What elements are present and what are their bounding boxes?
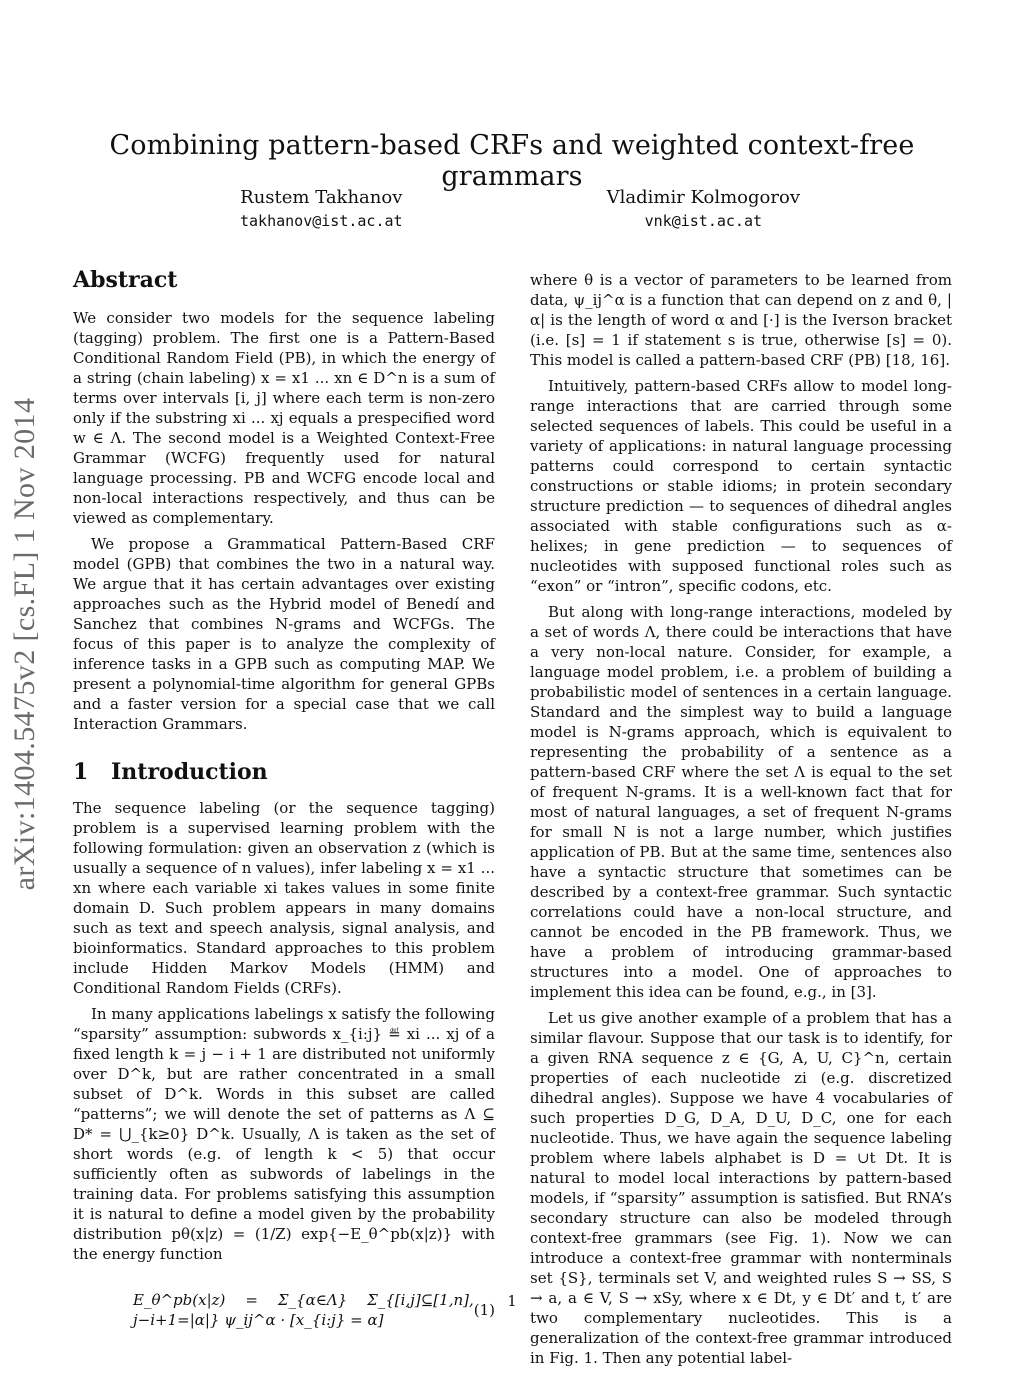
paper-title: Combining pattern-based CRFs and weighted context-free grammars — [109, 130, 915, 192]
author-2 — [607, 187, 800, 230]
equation-number: (1) — [473, 1301, 495, 1319]
author-2-name: Vladimir Kolmogorov — [606, 187, 800, 208]
equation-1 — [73, 1280, 495, 1340]
right-paragraph-1: where θ is a vector of parameters to be learned from data, ψ_ij^α is a function that can depend on z and θ, |α| is the length of word α and [·] is the Iverson bracket (i.e. [s] = 1 if statement s is true, otherwise [s] = 0). This model is called a pattern-based CRF (PB) [18, 16]. — [530, 271, 952, 369]
equation-body: E_θ^pb(x|z) = Σ_{α∈Λ} Σ_{[i,j]⊆[1,n], j−i+1=|α|} ψ_ij^α · [x_{i:j} = α] — [133, 1291, 474, 1329]
author-2-email[interactable]: vnk@ist.ac.at — [644, 212, 763, 230]
intro-paragraph-2: In many applications labelings x satisfy the following “sparsity” assumption: subwords x_{i:j} ≝ xi ... xj of a fixed length k = j − i + 1 are distributed not uniformly over D^k, but are rather concentrated in a small subset of D^k. Words in this subset are called “patterns”; we will denote the set of patterns as Λ ⊆ D* = ⋃_{k≥0} D^k. Usually, Λ is taken as the set of short words (e.g. of length k < 5) that occur sufficiently often as subwords of labelings in the training data. For problems satisfying this assumption it is natural to define a model given by the probability distribution pθ(x|z) = (1/Z) exp{−E_θ^pb(x|z)} with the energy function — [73, 1005, 495, 1263]
intro-section-heading — [73, 759, 495, 785]
author-1 — [240, 187, 403, 230]
author-1-email[interactable]: takhanov@ist.ac.at — [240, 212, 403, 230]
right-column — [530, 270, 952, 1374]
section-number: 1 — [73, 759, 89, 785]
section-title: Introduction — [111, 759, 268, 785]
abstract-paragraph-2: We propose a Grammatical Pattern-Based CRF model (GPB) that combines the two in a natural way. We argue that it has certain advantages over existing approaches such as the Hybrid model of Benedí and Sanchez that combines N-grams and WCFGs. The focus of this paper is to analyze the complexity of inference tasks in a GPB such as computing MAP. We present a polynomial-time algorithm for general GPBs and a faster version for a special case that we call Interaction Grammars. — [73, 535, 495, 733]
author-1-name: Rustem Takhanov — [240, 187, 403, 208]
right-paragraph-4: Let us give another example of a problem that has a similar flavour. Suppose that our task is to identify, for a given RNA sequence z ∈ {G, A, U, C}^n, certain properties of each nucleotide zi (e.g. discretized dihedral angles). Suppose we have 4 vocabularies of such properties D_G, D_A, D_U, D_C, one for each nucleotide. Thus, we have again the sequence labeling problem where labels alphabet is D = ∪t Dt. It is natural to model local interactions by pattern-based models, if “sparsity” assumption is satisfied. But RNA’s secondary structure can also be modeled through context-free grammars (see Fig. 1). Now we can introduce a context-free grammar with nonterminals set {S}, terminals set V, and weighted rules S → SS, S → a, a ∈ V, S → xSy, where x ∈ Dt, y ∈ Dt′ and t, t′ are two complementary nucleotides. This is a generalization of the context-free grammar introduced in Fig. 1. Then any potential label- — [530, 1009, 952, 1367]
page-number: 1 — [507, 1292, 517, 1310]
author-block — [240, 187, 800, 230]
left-column — [73, 267, 495, 1340]
intro-paragraph-1: The sequence labeling (or the sequence tagging) problem is a supervised learning problem with the following formulation: given an observation z (which is usually a sequence of n values), infer labeling x = x1 ... xn where each variable xi takes values in some finite domain D. Such problem appears in many domains such as text and speech analysis, signal analysis, and bioinformatics. Standard approaches to this problem include Hidden Markov Models (HMM) and Conditional Random Fields (CRFs). — [73, 799, 495, 997]
abstract-paragraph-1: We consider two models for the sequence labeling (tagging) problem. The first one is a Pattern-Based Conditional Random Field (PB), in which the energy of a string (chain labeling) x = x1 ... xn ∈ D^n is a sum of terms over intervals [i, j] where each term is non-zero only if the substring xi ... xj equals a prespecified word w ∈ Λ. The second model is a Weighted Context-Free Grammar (WCFG) frequently used for natural language processing. PB and WCFG encode local and non-local interactions respectively, and thus can be viewed as complementary. — [73, 309, 495, 527]
right-paragraph-3: But along with long-range interactions, modeled by a set of words Λ, there could be interactions that have a very non-local nature. Consider, for example, a language model problem, i.e. a problem of building a probabilistic model of sentences in a certain language. Standard and the simplest way to build a language model is N-grams approach, which is equivalent to representing the probability of a sentence as a pattern-based CRF where the set Λ is equal to the set of frequent N-grams. It is a well-known fact that for most of natural languages, a set of frequent N-grams for small N is not a large number, which justifies application of PB. But at the same time, sentences also have a syntactic structure that sometimes can be described by a context-free grammar. Such syntactic correlations could have a non-local structure, and cannot be encoded in the PB framework. Thus, we have a problem of introducing grammar-based structures into a model. One of approaches to implement this idea can be found, e.g., in [3]. — [530, 603, 953, 1001]
abstract-heading: Abstract — [73, 267, 178, 293]
right-paragraph-2: Intuitively, pattern-based CRFs allow to model long-range interactions that are carried through some selected sequences of labels. This could be useful in a variety of applications: in natural language processing patterns could correspond to certain syntactic constructions or stable idioms; in protein secondary structure prediction — to sequences of dihedral angles associated with stable configurations such as α-helixes; in gene prediction — to sequences of nucleotides with supposed functional roles such as “exon” or “intron”, specific codons, etc. — [530, 377, 952, 595]
arxiv-identifier-stamp: arXiv:1404.5475v2 [cs.FL] 1 Nov 2014 — [8, 397, 41, 891]
